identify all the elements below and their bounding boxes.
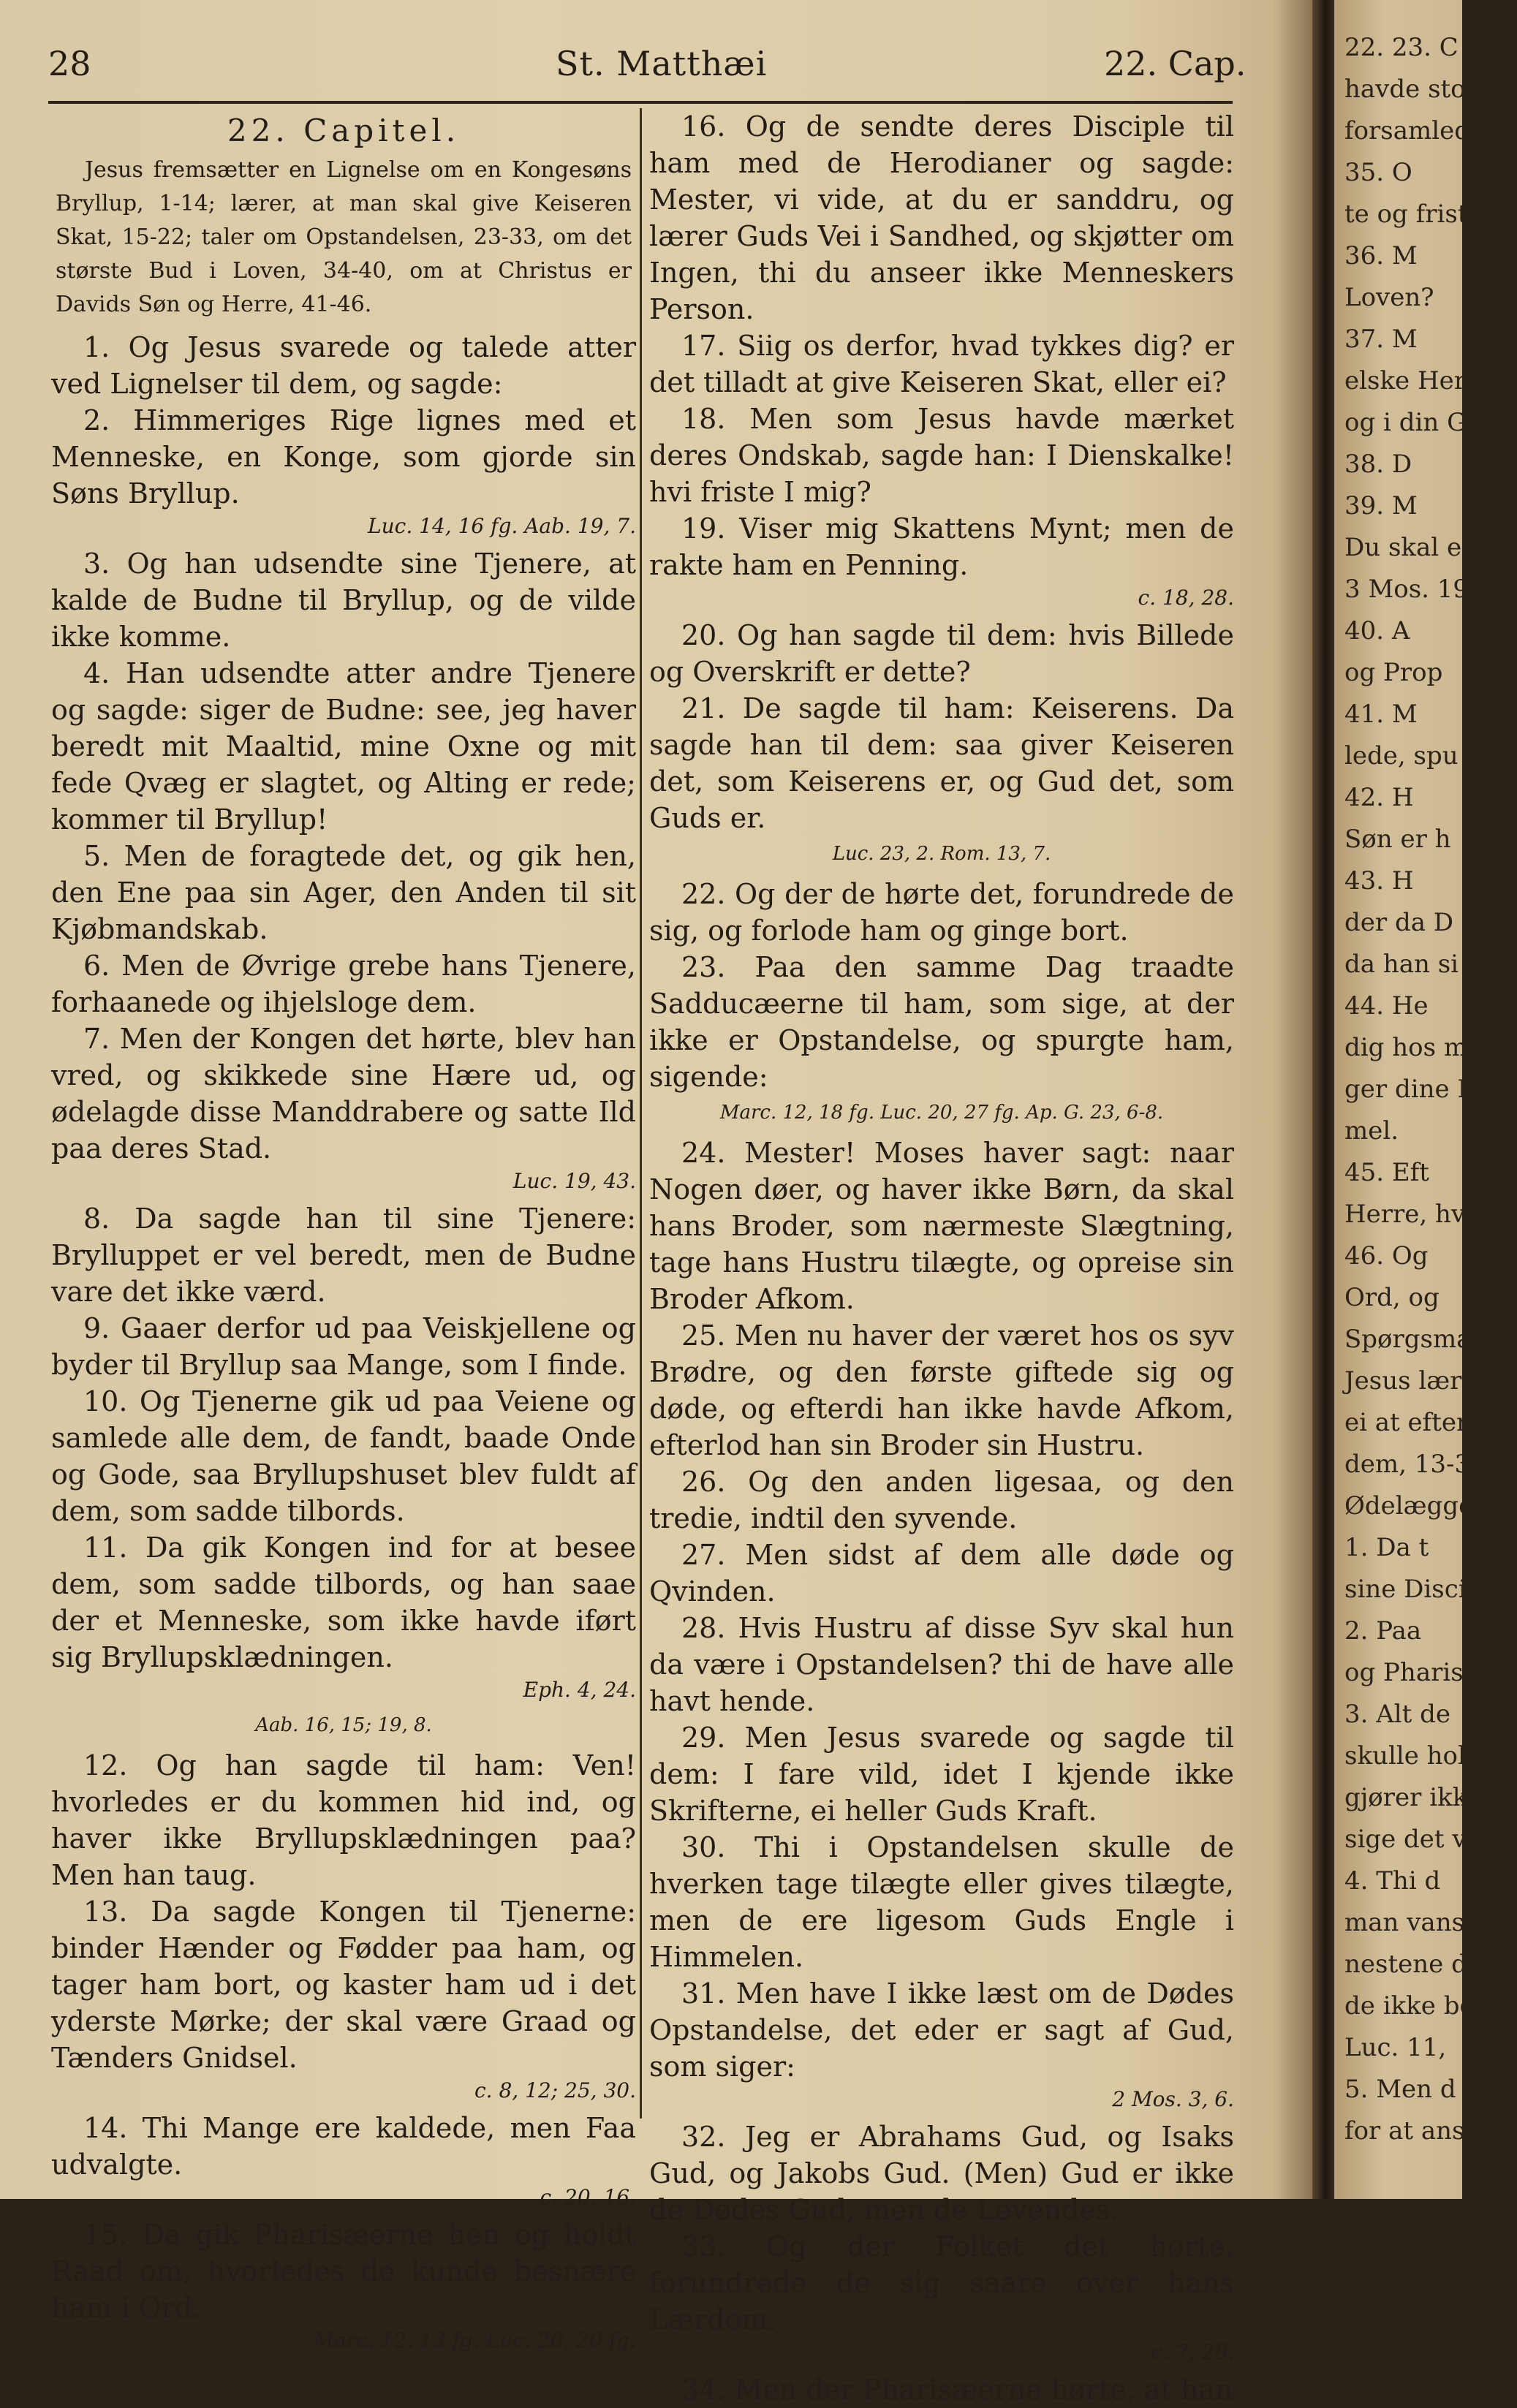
- header-rule: [48, 101, 1233, 104]
- verse: 34. Men der Pharisæerne hørte, at han: [681, 2374, 1233, 2406]
- verse: 28. Hvis Hustru af disse Syv skal hun da være i Opstandelsen? thi de have alle havt hende.: [649, 1612, 1234, 1717]
- cross-reference: Eph. 4, 24.: [523, 1678, 636, 1702]
- next-page-line: for at ansees: [1344, 2116, 1507, 2146]
- next-page-line: nestene dem: [1344, 1950, 1506, 1979]
- chapter-label: 22. Cap.: [1104, 44, 1246, 83]
- next-page-line: Søn er h: [1344, 825, 1451, 854]
- next-page-line: 42. H: [1344, 783, 1414, 812]
- verse: 22. Og der de hørte det, forundrede de sig, og forlode ham og ginge bort.: [649, 878, 1234, 947]
- verse: 13. Da sagde Kongen til Tjenerne: binder Hænder og Fødder paa ham, og tager ham bort, og kaster ham ud i det yderste Mørke; der skal være Graad og Tænders Gnidsel.: [51, 1896, 636, 2074]
- verse: 27. Men sidst af dem alle døde og Qvinden.: [649, 1539, 1234, 1608]
- verse: 4. Han udsendte atter andre Tjenere og sagde: siger de Budne: see, jeg haver beredt mit Maaltid, mine Oxne og mit fede Qvæg er slagtet, og Alting er rede; kommer til Bryllup!: [51, 657, 636, 836]
- next-page-line: 43. H: [1344, 866, 1414, 896]
- cross-reference: Marc. 12. 13 fg. Luc. 20, 20 fg.: [313, 2328, 636, 2352]
- running-title: St. Matthæi: [556, 44, 768, 83]
- verse: 17. Siig os derfor, hvad tykkes dig? er det tilladt at give Keiseren Skat, eller ei?: [649, 330, 1234, 398]
- next-page-line: dem, 13-33;: [1344, 1450, 1495, 1479]
- next-page-line: 37. M: [1344, 325, 1418, 354]
- verse: 6. Men de Øvrige grebe hans Tjenere, forhaanede og ihjelsloge dem.: [51, 950, 636, 1018]
- verse: 18. Men som Jesus havde mærket deres Ondskab, sagde han: I Dienskalke! hvi friste I mig?: [649, 403, 1234, 508]
- verse: 9. Gaaer derfor ud paa Veiskjellene og byder til Bryllup saa Mange, som I finde.: [51, 1312, 636, 1381]
- next-page-line: de ikke bevæ: [1344, 1991, 1512, 2021]
- chapter-summary: Jesus fremsætter en Lignelse om en Kongesøns Bryllup, 1-14; lærer, at man skal give Keiseren Skat, 15-22; taler om Opstandelsen, 23-33, om det største Bud i Loven, 34-40, om at Christus er Davids Søn og Herre, 41-46.: [56, 157, 632, 317]
- next-page-line: og i din G: [1344, 408, 1467, 437]
- cross-reference: Luc. 14, 16 fg. Aab. 19, 7.: [368, 514, 636, 538]
- cross-reference: c. 8, 12; 25, 30.: [474, 2078, 636, 2102]
- cross-reference: 2 Mos. 3, 6.: [1112, 2087, 1234, 2111]
- next-page-line: ei at efterfø: [1344, 1408, 1493, 1437]
- next-page-line: 36. M: [1344, 241, 1418, 270]
- verse: 21. De sagde til ham: Keiserens. Da sagde han til dem: saa giver Keiseren det, som Keiserens er, og Gud det, som Guds er.: [649, 692, 1234, 834]
- next-page-line: te og frist: [1344, 200, 1468, 229]
- verse: 31. Men have I ikke læst om de Dødes Opstandelse, det eder er sagt af Gud, som siger:: [649, 1977, 1234, 2083]
- next-page-line: 5. Men d: [1344, 2075, 1456, 2104]
- next-page-line: 38. D: [1344, 450, 1412, 479]
- cross-reference: Luc. 19, 43.: [512, 1169, 636, 1193]
- next-page-line: 35. O: [1344, 158, 1412, 187]
- next-page-line: Loven?: [1344, 283, 1434, 312]
- cross-reference: c. 20, 16.: [540, 2185, 636, 2209]
- cross-reference: c. 18, 28.: [1138, 586, 1234, 610]
- verse: 12. Og han sagde til ham: Ven! hvorledes er du kommen hid ind, og haver ikke Bryllupsklædningen paa? Men han taug.: [51, 1749, 636, 1891]
- cross-reference: Marc. 12, 18 fg. Luc. 20, 27 fg. Ap. G. 23, 6-8.: [719, 1102, 1164, 1124]
- next-page-line: 2. Paa: [1344, 1616, 1422, 1646]
- verse: 20. Og han sagde til dem: hvis Billede og Overskrift er dette?: [649, 619, 1234, 688]
- left-verse-list: [51, 329, 636, 2355]
- next-page-line: 40. A: [1344, 616, 1410, 645]
- verse: 32. Jeg er Abrahams Gud, og Isaks Gud, og Jakobs Gud. (Men) Gud er ikke de Dødes Gud, men de Levendes.: [649, 2121, 1234, 2226]
- next-page-line: 41. M: [1344, 700, 1418, 729]
- next-page-line: 39. M: [1344, 491, 1418, 520]
- verse: 26. Og den anden ligesaa, og den tredie, indtil den syvende.: [649, 1466, 1234, 1534]
- next-page-line: 22. 23. C: [1344, 33, 1459, 62]
- next-page-line: 44. He: [1344, 991, 1429, 1021]
- next-page-line: 4. Thi d: [1344, 1866, 1441, 1896]
- next-page-line: dig hos m: [1344, 1033, 1468, 1062]
- next-page-line: Ødelæggelse,: [1344, 1491, 1517, 1521]
- verse: 5. Men de foragtede det, og gik hen, den Ene paa sin Ager, den Anden til sit Kjøbmandskab.: [51, 840, 636, 945]
- verse: 14. Thi Mange ere kaldede, men Faa udvalgte.: [51, 2112, 636, 2181]
- verse: 15. Da gik Pharisæerne hen og holdt Raad om, hvorledes de kunde besnære ham i Ord.: [51, 2219, 636, 2324]
- book-gutter: [1312, 0, 1334, 2199]
- next-page-line: 45. Eft: [1344, 1158, 1429, 1187]
- next-page-line: gjører ikke: [1344, 1783, 1483, 1812]
- next-page-line: lede, spu: [1344, 741, 1459, 771]
- next-page-line: Herre, hvo: [1344, 1200, 1480, 1229]
- next-page-line: Spørgsmaa: [1344, 1325, 1486, 1354]
- verse: 8. Da sagde han til sine Tjenere: Brylluppet er vel beredt, men de Budne vare det ikke værd.: [51, 1203, 636, 1308]
- right-verse-list: [649, 108, 1234, 2408]
- next-page-line: sige det vel,: [1344, 1825, 1497, 1854]
- verse: 2. Himmeriges Rige lignes med et Menneske, en Konge, som gjorde sin Søns Bryllup.: [51, 404, 636, 510]
- next-page-line: havde sto: [1344, 75, 1466, 104]
- next-page-line: Jesus lære: [1344, 1366, 1477, 1396]
- chapter-title: 22. Capitel.: [227, 113, 461, 148]
- next-page-line: Ord, og: [1344, 1283, 1440, 1312]
- verse: 1. Og Jesus svarede og talede atter ved Lignelser til dem, og sagde:: [51, 331, 636, 400]
- verse: 10. Og Tjenerne gik ud paa Veiene og samlede alle dem, de fandt, baade Onde og Gode, saa Bryllupshuset blev fuldt af dem, som sadde tilbords.: [51, 1385, 636, 1527]
- next-page-line: man vanskel: [1344, 1908, 1502, 1937]
- next-page-line: 3. Alt de: [1344, 1700, 1451, 1729]
- verse: 11. Da gik Kongen ind for at besee dem, som sadde tilbords, og han saae der et Menneske, som ikke havde iført sig Bryllupsklædningen.: [51, 1531, 636, 1673]
- next-page-line: forsamled: [1344, 116, 1471, 145]
- next-page-line: 46. Og: [1344, 1241, 1429, 1271]
- next-page-line: Du skal e: [1344, 533, 1462, 562]
- next-page-line: skulle holde,: [1344, 1741, 1505, 1771]
- next-page-line: da han si: [1344, 950, 1459, 979]
- page-number: 28: [48, 44, 91, 83]
- column-divider: [640, 108, 642, 2119]
- next-page-line: og Prop: [1344, 658, 1443, 687]
- verse: 3. Og han udsendte sine Tjenere, at kalde de Budne til Bryllup, og de vilde ikke komme.: [51, 548, 636, 653]
- next-page-line: og Pharisæ: [1344, 1658, 1487, 1687]
- verse: 23. Paa den samme Dag traadte Sadducæerne til ham, som sige, at der ikke er Opstandelse, og spurgte ham, sigende:: [649, 951, 1234, 1093]
- verse: 25. Men nu haver der været hos os syv Brødre, og den første giftede sig og døde, og efterdi han ikke havde Afkom, efterlod han sin Broder sin Hustru.: [649, 1320, 1234, 1461]
- next-page-line: der da D: [1344, 908, 1454, 937]
- verse: 24. Mester! Moses haver sagt: naar Nogen døer, og haver ikke Børn, da skal hans Broder, som nærmeste Slægtning, tage hans Hustru tilægte, og opreise sin Broder Afkom.: [649, 1137, 1234, 1315]
- cross-reference: c. 7, 28.: [1151, 2340, 1234, 2364]
- next-page-edge: [1334, 0, 1517, 2199]
- cross-reference: Aab. 16, 15; 19, 8.: [255, 1714, 432, 1736]
- cross-reference: Luc. 23, 2. Rom. 13, 7.: [832, 843, 1051, 865]
- verse: 29. Men Jesus svarede og sagde til dem: I fare vild, idet I kjende ikke Skrifterne, ei heller Guds Kraft.: [649, 1722, 1234, 1827]
- verse: 33. Og der Folket det hørte, forundrede de sig saare over hans Lærdom.: [649, 2230, 1234, 2336]
- next-page-line: Luc. 11,: [1344, 2033, 1447, 2062]
- next-page-line: 3 Mos. 19,: [1344, 575, 1477, 604]
- next-page-line: 1. Da t: [1344, 1533, 1429, 1562]
- next-page-line: elske Herr: [1344, 366, 1478, 395]
- verse: 7. Men der Kongen det hørte, blev han vred, og skikkede sine Hære ud, og ødelagde disse Manddrabere og satte Ild paa deres Stad.: [51, 1023, 636, 1165]
- next-page-line: sine Discipl: [1344, 1575, 1491, 1604]
- verse: 19. Viser mig Skattens Mynt; men de rakte ham en Penning.: [649, 512, 1234, 581]
- right-column: [649, 108, 1234, 2408]
- left-column: [51, 108, 636, 2360]
- next-page-line: mel.: [1344, 1116, 1399, 1146]
- next-page-line: ger dine F: [1344, 1075, 1475, 1104]
- verse: 30. Thi i Opstandelsen skulle de hverken tage tilægte eller gives tilægte, men de ere ligesom Guds Engle i Himmelen.: [649, 1831, 1234, 1973]
- verse: 16. Og de sendte deres Disciple til ham med de Herodianer og sagde: Mester, vi vide, at du er sanddru, og lærer Guds Vei i Sandhed, og skjøtter om Ingen, thi du anseer ikke Menneskers Person.: [649, 110, 1234, 325]
